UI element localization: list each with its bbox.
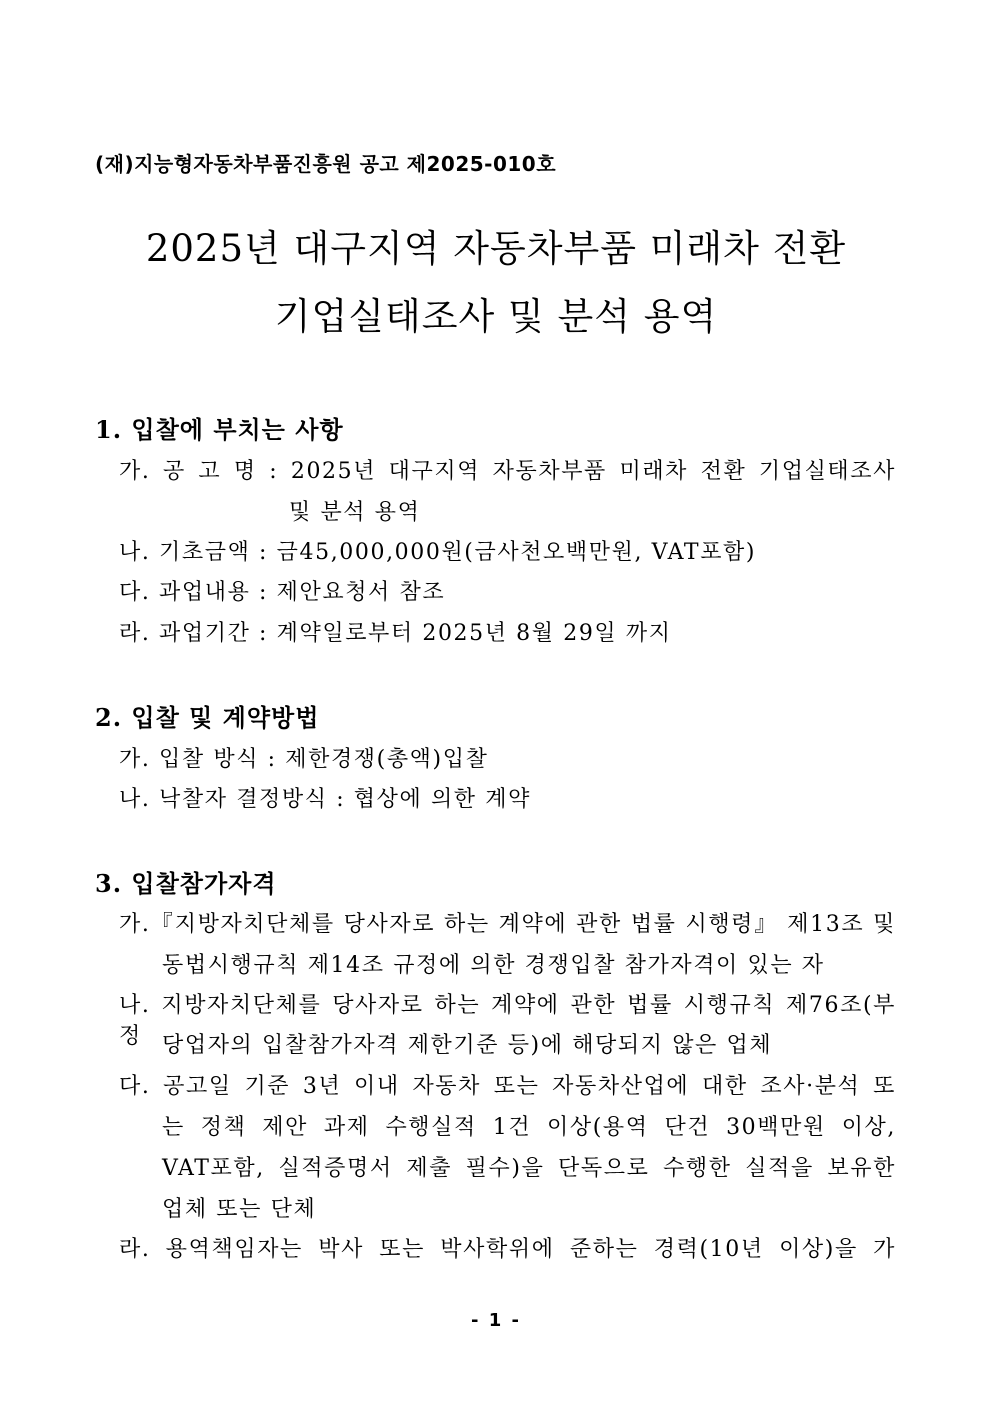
section-1-item-na: 나. 기초금액 : 금45,000,000원(금사천오백만원, VAT포함) (119, 540, 757, 565)
section-3-item-na-line-1: 나. 지방자치단체를 당사자로 하는 계약에 관한 법률 시행규칙 제76조(부정 (119, 993, 896, 1049)
section-2-heading: 2. 입찰 및 계약방법 (95, 703, 320, 732)
section-3-item-na-line-2: 당업자의 입찰참가자격 제한기준 등)에 해당되지 않은 업체 (162, 1033, 773, 1058)
section-3-item-da-line-1: 다. 공고일 기준 3년 이내 자동차 또는 자동차산업에 대한 조사·분석 또 (119, 1074, 896, 1099)
notice-number: (재)지능형자동차부품진흥원 공고 제2025-010호 (95, 152, 557, 176)
section-2-item-na: 나. 낙찰자 결정방식 : 협상에 의한 계약 (119, 787, 531, 812)
section-3-heading: 3. 입찰참가자격 (95, 869, 277, 898)
section-1-item-ga-continued: 및 분석 용역 (289, 500, 421, 525)
section-3-item-da-line-4: 업체 또는 단체 (162, 1197, 317, 1222)
section-3-item-da-line-2: 는 정책 제안 과제 수행실적 1건 이상(용역 단건 30백만원 이상, (162, 1115, 896, 1140)
section-1-heading: 1. 입찰에 부치는 사항 (95, 415, 344, 444)
section-3-item-ra-line-1: 라. 용역책임자는 박사 또는 박사학위에 준하는 경력(10년 이상)을 가 (119, 1237, 896, 1262)
section-1-item-da: 다. 과업내용 : 제안요청서 참조 (119, 580, 446, 605)
section-1-item-ga: 가. 공 고 명 : 2025년 대구지역 자동차부품 미래차 전환 기업실태조사 (119, 459, 896, 484)
section-2-item-ga: 가. 입찰 방식 : 제한경쟁(총액)입찰 (119, 747, 489, 772)
page-number: - 1 - (471, 1310, 521, 1331)
section-3-item-ga-line-1: 가.『지방자치단체를 당사자로 하는 계약에 관한 법률 시행령』 제13조 및 (119, 912, 896, 937)
title-line-1: 2025년 대구지역 자동차부품 미래차 전환 (145, 227, 847, 270)
section-1-item-ra: 라. 과업기간 : 계약일로부터 2025년 8월 29일 까지 (119, 621, 672, 646)
section-3-item-ga-line-2: 동법시행규칙 제14조 규정에 의한 경쟁입찰 참가자격이 있는 자 (162, 953, 825, 978)
section-3-item-da-line-3: VAT포함, 실적증명서 제출 필수)을 단독으로 수행한 실적을 보유한 (162, 1156, 896, 1181)
title-line-2: 기업실태조사 및 분석 용역 (274, 295, 718, 338)
